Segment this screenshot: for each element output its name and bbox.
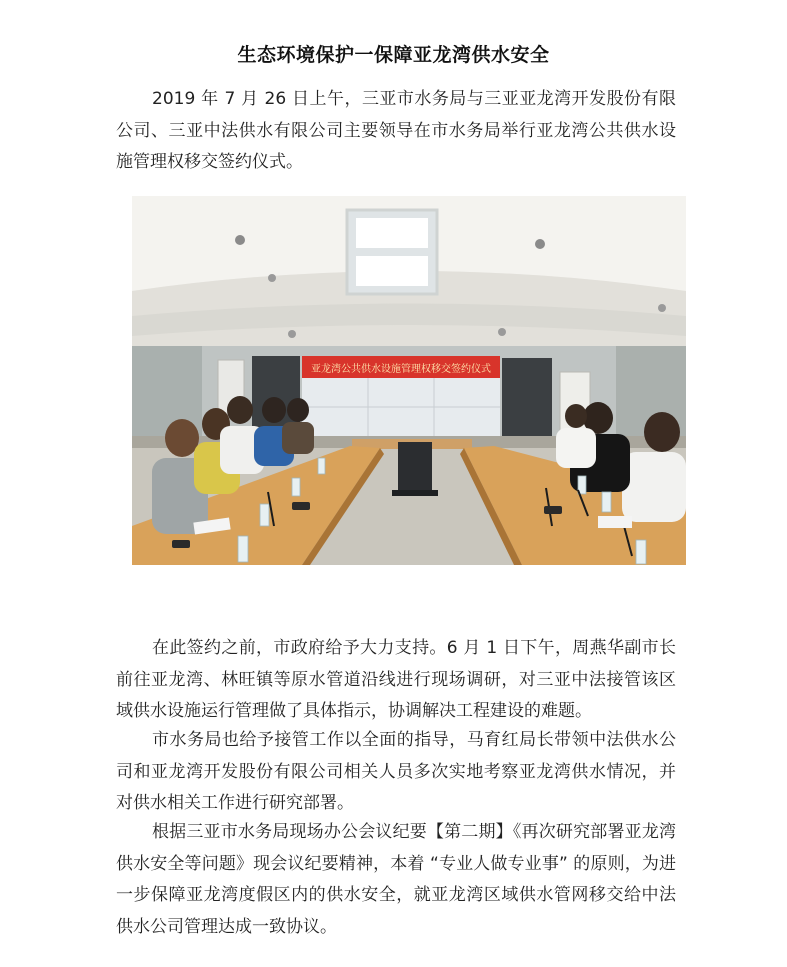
article-title: 生态环境保护一保障亚龙湾供水安全: [237, 44, 550, 66]
article-paragraph-1: 2019 年 7 月 26 日上午，三亚市水务局与三亚亚龙湾开发股份有限公司、三亚中法供水有限公司主要领导在市水务局举行亚龙湾公共供水设施管理权移交签约仪式。: [116, 89, 676, 172]
signing-ceremony-photo: [132, 196, 686, 565]
article-paragraph-3: 市水务局也给予接管工作以全面的指导，马育红局长带领中法供水公司和亚龙湾开发股份有限公司相关人员多次实地考察亚龙湾供水情况，并对供水相关工作进行研究部署。: [116, 730, 676, 813]
article-paragraph-4: 根据三亚市水务局现场办公会议纪要【第二期】《再次研究部署亚龙湾供水安全等问题》现会议纪要精神，本着 “专业人做专业事” 的原则，为进一步保障亚龙湾度假区内的供水安全，就亚龙湾区域供水管网移交给中法供水公司管理达成一致协议。: [116, 822, 676, 937]
article-paragraph-2: 在此签约之前，市政府给予大力支持。6 月 1 日下午，周燕华副市长前往亚龙湾、林旺镇等原水管道沿线进行现场调研，对三亚中法接管该区域供水设施运行管理做了具体指示，协调解决工程建设的难题。: [116, 638, 676, 721]
banner-text: 亚龙湾公共供水设施管理权移交签约仪式: [311, 364, 491, 375]
